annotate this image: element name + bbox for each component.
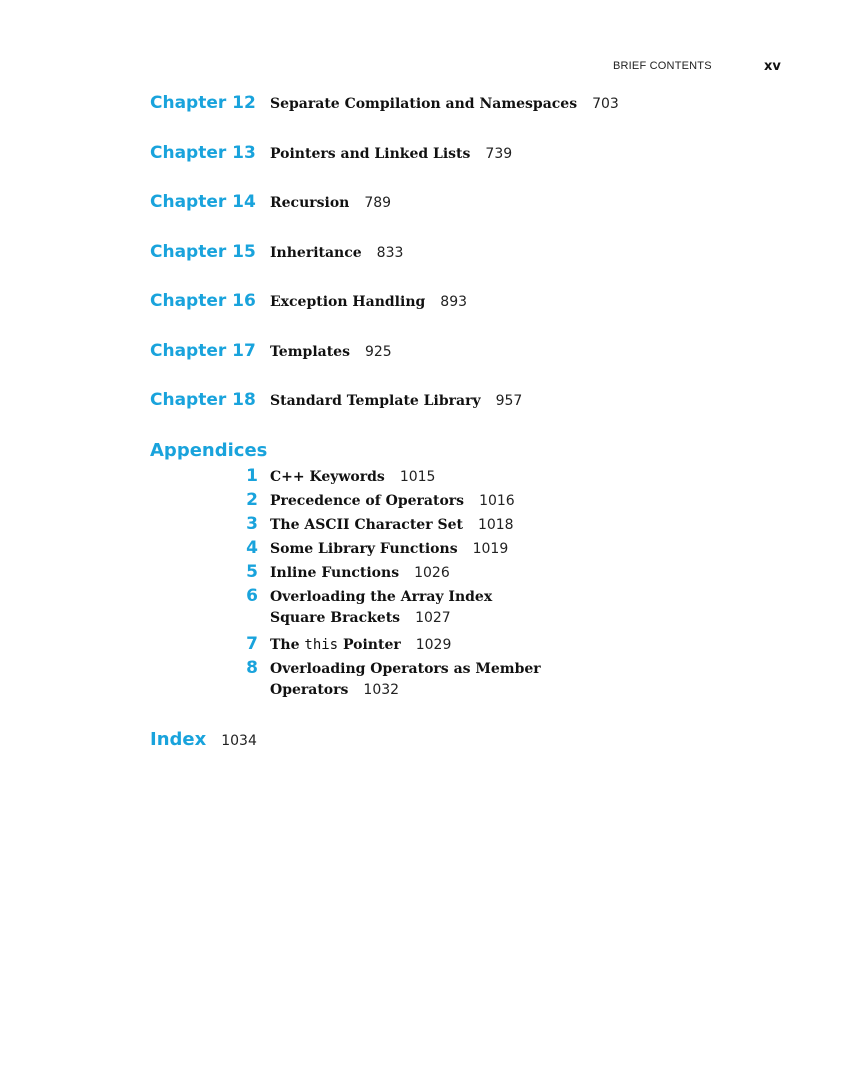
running-head: BRIEF CONTENTS xyxy=(613,60,712,72)
toc-appendix-3 xyxy=(240,514,514,536)
appendix-number: 8 xyxy=(246,658,258,678)
appendix-title-suffix: Pointer xyxy=(342,637,401,653)
toc-appendix-5 xyxy=(240,562,450,584)
chapter-title: Separate Compilation and Namespaces xyxy=(270,96,578,112)
appendix-title-prefix: The xyxy=(270,637,300,653)
toc-index xyxy=(150,729,257,750)
index-page: 1034 xyxy=(221,733,257,749)
chapter-page: 789 xyxy=(364,195,392,211)
toc-chapter-18 xyxy=(150,390,522,414)
appendix-title: C++ Keywords xyxy=(270,469,385,485)
chapter-title: Inheritance xyxy=(270,245,362,261)
appendix-title-code: this xyxy=(304,637,339,653)
chapter-page: 739 xyxy=(485,146,513,162)
chapter-page: 957 xyxy=(495,393,523,409)
appendix-title-line2: Operators xyxy=(270,682,349,698)
appendix-number: 3 xyxy=(246,514,258,534)
chapter-page: 925 xyxy=(364,344,392,360)
toc-chapter-12 xyxy=(150,93,619,117)
toc-chapter-14 xyxy=(150,192,391,216)
appendix-title: The ASCII Character Set xyxy=(270,517,463,533)
appendix-number: 5 xyxy=(246,562,258,582)
toc-appendix-2 xyxy=(240,490,515,512)
appendix-page: 1016 xyxy=(479,493,515,509)
toc-appendix-7 xyxy=(240,634,451,656)
appendix-title xyxy=(270,637,401,653)
chapter-title: Standard Template Library xyxy=(270,393,481,409)
toc-chapter-16 xyxy=(150,291,467,315)
appendix-number: 6 xyxy=(246,586,258,606)
chapter-label: Chapter 15 xyxy=(150,242,256,262)
chapter-page: 703 xyxy=(592,96,619,112)
appendix-title: Precedence of Operators xyxy=(270,493,465,509)
appendix-number: 1 xyxy=(246,466,258,486)
chapter-label: Chapter 12 xyxy=(150,93,256,113)
appendix-page: 1027 xyxy=(415,610,451,626)
appendix-page: 1032 xyxy=(363,682,400,698)
chapter-page: 833 xyxy=(376,245,404,261)
chapter-label: Chapter 17 xyxy=(150,341,256,361)
appendix-number: 2 xyxy=(246,490,258,510)
appendix-number: 7 xyxy=(246,634,258,654)
index-label: Index xyxy=(150,729,207,750)
chapter-label: Chapter 18 xyxy=(150,390,256,410)
appendix-title-line1: Overloading the Array Index xyxy=(270,589,493,605)
toc-appendix-6-continued xyxy=(240,610,451,632)
appendix-page: 1015 xyxy=(399,469,436,485)
appendix-title-line2: Square Brackets xyxy=(270,610,401,626)
appendix-page: 1026 xyxy=(414,565,450,581)
appendix-number: 4 xyxy=(246,538,258,558)
toc-appendix-8 xyxy=(240,658,541,680)
chapter-label: Chapter 13 xyxy=(150,143,256,163)
appendix-page: 1018 xyxy=(477,517,514,533)
chapter-title: Recursion xyxy=(270,195,350,211)
chapter-label: Chapter 14 xyxy=(150,192,256,212)
toc-appendix-6 xyxy=(240,586,492,608)
chapter-label: Chapter 16 xyxy=(150,291,256,311)
toc-chapter-17 xyxy=(150,341,392,365)
appendix-page: 1019 xyxy=(472,541,509,557)
toc-chapter-15 xyxy=(150,242,403,266)
chapter-title: Templates xyxy=(270,344,350,360)
toc-appendix-1 xyxy=(240,466,435,488)
toc-appendix-4 xyxy=(240,538,508,560)
appendix-title: Some Library Functions xyxy=(270,541,458,557)
appendices-heading: Appendices xyxy=(150,440,268,461)
page-folio: xv xyxy=(764,59,781,74)
toc-appendix-8-continued xyxy=(240,682,399,704)
toc-chapter-13 xyxy=(150,143,512,167)
appendix-title-line1: Overloading Operators as Member xyxy=(270,661,541,677)
appendix-title: Inline Functions xyxy=(270,565,400,581)
chapter-page: 893 xyxy=(440,294,468,310)
chapter-title: Pointers and Linked Lists xyxy=(270,146,471,162)
chapter-title: Exception Handling xyxy=(270,294,426,310)
appendix-page: 1029 xyxy=(415,637,452,653)
